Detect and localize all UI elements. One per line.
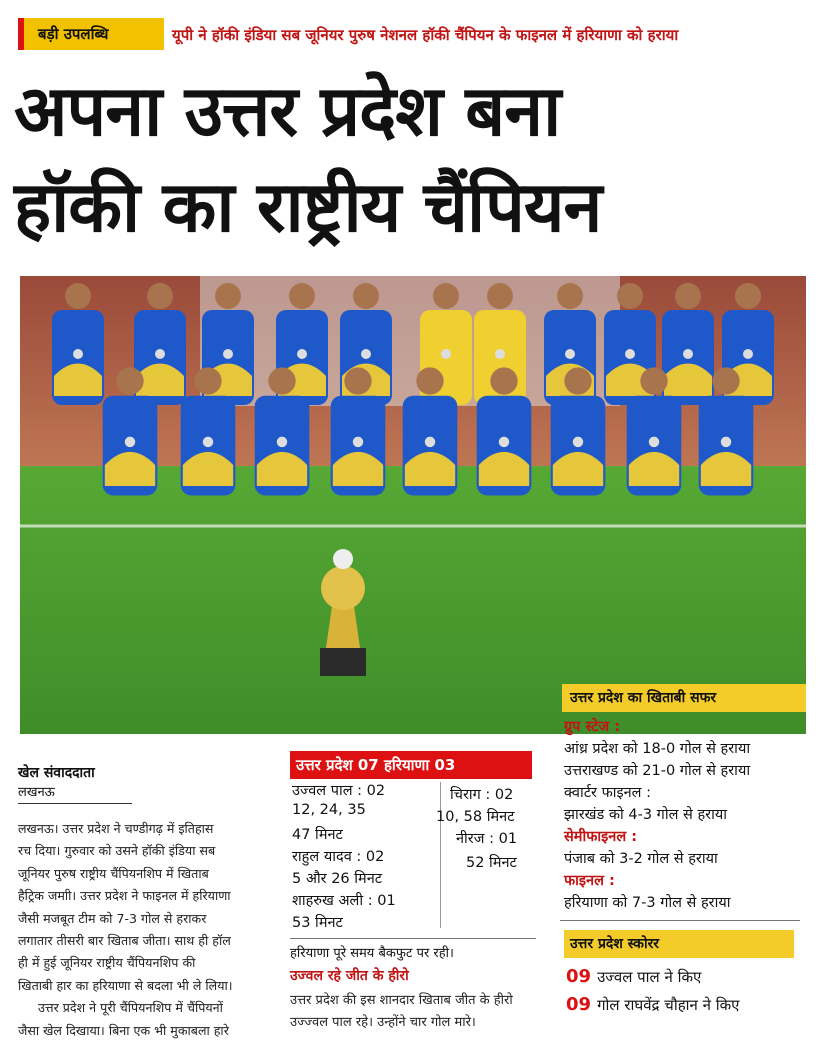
headline-line-2: हॉकी का राष्ट्रीय चैंपियन (14, 166, 602, 248)
journey-result: पंजाब को 3-2 गोल से हराया (564, 851, 718, 867)
journey-result: हरियाणा को 7-3 गोल से हराया (564, 895, 731, 911)
journey-result: आंध्र प्रदेश को 18-0 गोल से हराया (564, 741, 751, 757)
scorer-count: 09 (566, 966, 592, 987)
up-scorer: उज्वल पाल : 02 (292, 783, 386, 799)
article-line: ही में हुई जूनियर राष्ट्रीय चैंपियनशिप की (18, 955, 196, 971)
divider (440, 782, 441, 928)
team-photo (20, 276, 806, 734)
article-line: खिताबी हार का हरियाणा से बदला भी ले लिया। (18, 977, 233, 993)
divider (560, 920, 800, 921)
heroes-body (290, 990, 546, 1034)
journey-title: उत्तर प्रदेश का खिताबी सफर (562, 684, 806, 712)
divider (18, 803, 132, 804)
article-line: हैट्रिक जमाी। उत्तर प्रदेश ने फाइनल में हरियाणा (18, 888, 231, 904)
article-line: लगातार तीसरी बार खिताब जीता। साथ ही हॉल (18, 933, 231, 949)
kicker-line: यूपी ने हॉकी इंडिया सब जूनियर पुरुष नेशनल हॉकी चैंपियन के फाइनल में हरियाणा को हराया (172, 26, 679, 44)
up-scorer: 53 मिनट (292, 915, 343, 931)
semifinal-label: सेमीफाइनल : (564, 829, 638, 845)
haryana-scorer: नीरज : 01 (456, 831, 518, 847)
headline-line-1: अपना उत्तर प्रदेश बना (14, 70, 561, 152)
final-label: फाइनल : (564, 873, 615, 889)
dateline: लखनऊ (18, 785, 55, 800)
scorer-text: गोल राघवेंद्र चौहान ने किए (597, 996, 740, 1014)
reporter-name: खेल संवाददाता (18, 765, 95, 781)
group-stage-label: ग्रुप स्टेज : (564, 719, 621, 735)
haryana-scorer: 10, 58 मिनट (436, 809, 515, 825)
journey-result: झारखंड को 4-3 गोल से हराया (564, 807, 727, 823)
haryana-scorer: 52 मिनट (466, 855, 517, 871)
up-scorer: 47 मिनट (292, 827, 343, 843)
article-line: जैसी मजबूत टीम को 7-3 गोल से हराकर (18, 910, 207, 926)
haryana-line: हरियाणा पूरे समय बैकफुट पर रही। (290, 946, 454, 961)
scorer-row (566, 966, 701, 987)
up-scorer: 12, 24, 35 (292, 802, 366, 818)
article-line: जैसा खेल दिखाया। बिना एक भी मुकाबला हारे (18, 1022, 229, 1038)
article-line: उत्तर प्रदेश ने पूरी चैंपियनशिप में चैंपियनों (38, 1000, 223, 1016)
scorer-count: 09 (566, 994, 592, 1015)
scoreline: उत्तर प्रदेश 07 हरियाणा 03 (290, 751, 532, 779)
article-body (18, 818, 274, 1042)
heroes-heading: उज्वल रहे जीत के हीरो (290, 968, 409, 984)
scorer-text: उज्वल पाल ने किए (597, 968, 702, 986)
up-scorer: शाहरुख अली : 01 (292, 893, 396, 909)
journey-result: उत्तराखण्ड को 21-0 गोल से हराया (564, 763, 751, 779)
article-line: लखनऊ। उत्तर प्रदेश ने चण्डीगढ़ में इतिहास (18, 821, 214, 836)
heroes-line: उज्ज्वल पाल रहे। उन्होंने चार गोल मारे। (290, 1015, 476, 1030)
divider (290, 938, 536, 939)
article-line: रच दिया। गुरुवार को उसने हॉकी इंडिया सब (18, 843, 216, 859)
up-scorer: राहुल यादव : 02 (292, 849, 385, 865)
scorers-title: उत्तर प्रदेश स्कोरर (564, 930, 794, 958)
kicker-tag: बड़ी उपलब्धि (18, 18, 164, 50)
scorer-row (566, 994, 739, 1015)
article-line: जूनियर पुरुष राष्ट्रीय चैंपियनशिप में खिताब (18, 865, 209, 881)
up-scorer: 5 और 26 मिनट (292, 871, 383, 887)
haryana-scorer: चिराग : 02 (450, 787, 514, 803)
quarterfinal-label: क्वार्टर फाइनल : (564, 785, 651, 801)
heroes-line: उत्तर प्रदेश की इस शानदार खिताब जीत के हीरो (290, 993, 513, 1008)
